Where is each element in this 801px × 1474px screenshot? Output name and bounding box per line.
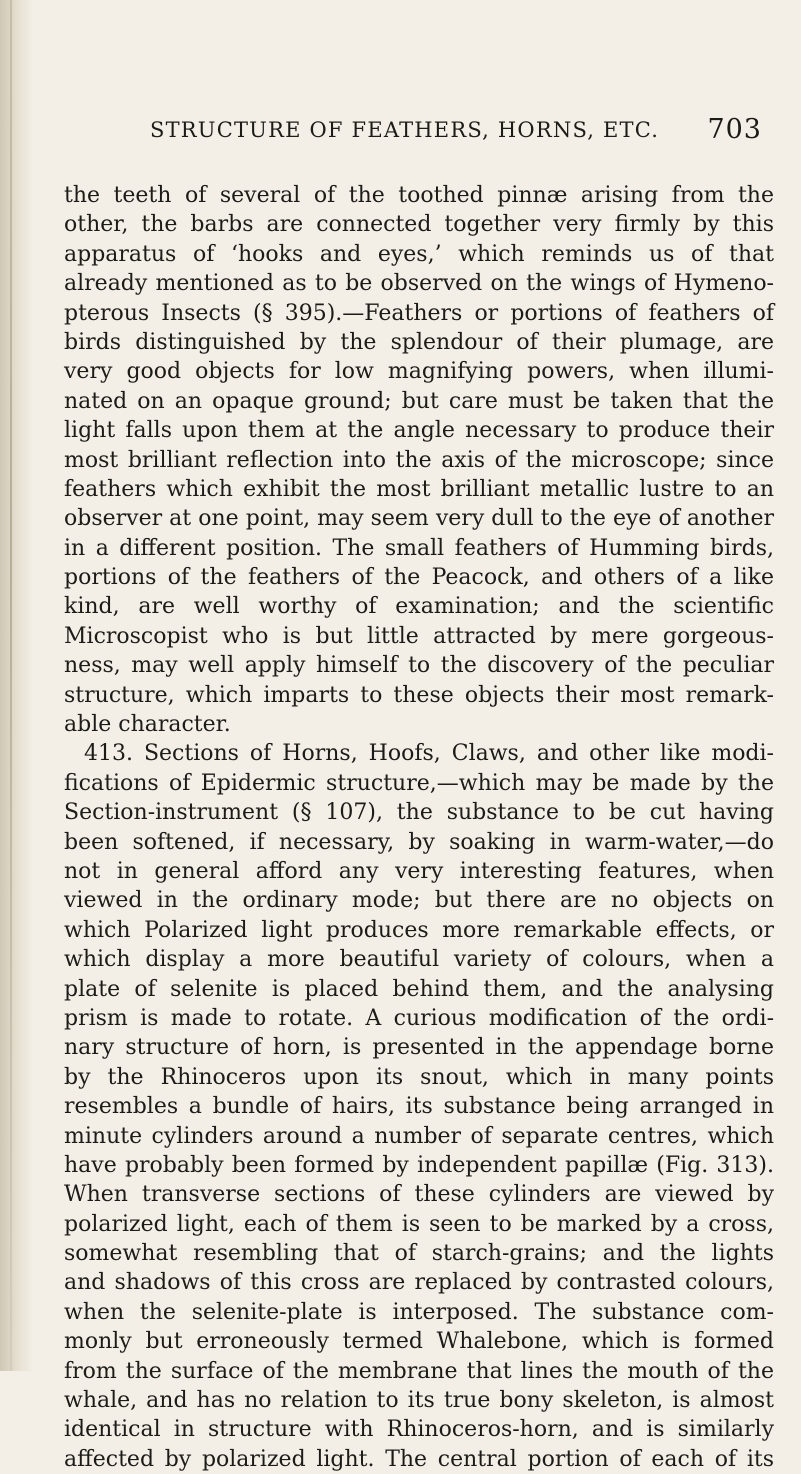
- text-line: able character.: [64, 712, 231, 738]
- text-line: identical in structure with Rhinoceros-horn, and is similarly: [64, 1417, 774, 1443]
- text-line: nary structure of horn, is presented in the appendage borne: [64, 1035, 774, 1061]
- text-line: structure, which imparts to these objects their most remark-: [64, 682, 774, 708]
- text-line: pterous Insects (§ 395).—Feathers or portions of feathers of: [64, 300, 774, 326]
- text-line: minute cylinders around a number of separate centres, which: [64, 1123, 774, 1149]
- text-line: have probably been formed by independent papillæ (Fig. 313).: [64, 1152, 774, 1178]
- text-line: viewed in the ordinary mode; but there are no objects on: [64, 888, 774, 914]
- text-line: apparatus of ‘hooks and eyes,’ which reminds us of that: [64, 241, 774, 267]
- text-line: monly but erroneously termed Whalebone, which is formed: [64, 1329, 774, 1355]
- text-line: in a different position. The small feathers of Humming birds,: [64, 535, 774, 561]
- text-line: Section-instrument (§ 107), the substance to be cut having: [64, 800, 774, 826]
- page-number: 703: [707, 114, 762, 145]
- text-line: kind, are well worthy of examination; and the scientific: [64, 594, 774, 620]
- text-line: most brilliant reflection into the axis of the microscope; since: [64, 447, 774, 473]
- page-header: [150, 114, 762, 158]
- text-line: ness, may well apply himself to the discovery of the peculiar: [64, 653, 774, 679]
- text-line: birds distinguished by the splendour of their plumage, are: [64, 329, 774, 355]
- text-line: which display a more beautiful variety of colours, when a: [64, 947, 774, 973]
- text-line: by the Rhinoceros upon its snout, which in many points: [64, 1064, 774, 1090]
- text-line: already mentioned as to be observed on the wings of Hymeno-: [64, 271, 774, 297]
- text-line: polarized light, each of them is seen to be marked by a cross,: [64, 1211, 774, 1237]
- text-line: the teeth of several of the toothed pinnæ arising from the: [64, 183, 774, 208]
- text-line: been softened, if necessary, by soaking in warm-water,—do: [64, 829, 774, 855]
- paragraph-start-line: 413. Sections of Horns, Hoofs, Claws, and other like modi-: [84, 741, 774, 767]
- text-line: When transverse sections of these cylinders are viewed by: [64, 1182, 774, 1208]
- text-line: portions of the feathers of the Peacock, and others of a like: [64, 565, 774, 591]
- text-line: very good objects for low magnifying powers, when illumi-: [64, 359, 774, 385]
- text-line: whale, and has no relation to its true bony skeleton, is almost: [64, 1388, 774, 1414]
- text-line: from the surface of the membrane that lines the mouth of the: [64, 1358, 774, 1384]
- text-line: light falls upon them at the angle necessary to produce their: [64, 418, 774, 444]
- text-line: plate of selenite is placed behind them, and the analysing: [64, 976, 774, 1002]
- text-line: and shadows of this cross are replaced by contrasted colours,: [64, 1270, 774, 1296]
- text-line: resembles a bundle of hairs, its substance being arranged in: [64, 1094, 774, 1120]
- text-line: when the selenite-plate is interposed. The substance com-: [64, 1299, 774, 1325]
- binding-shadow: [10, 0, 12, 1371]
- text-line: somewhat resembling that of starch-grains; and the lights: [64, 1241, 774, 1267]
- text-line: fications of Epidermic structure,—which may be made by the: [64, 770, 774, 796]
- text-line: feathers which exhibit the most brilliant metallic lustre to an: [64, 476, 774, 502]
- text-line: Microscopist who is but little attracted by mere gorgeous-: [64, 623, 774, 649]
- body-text: [64, 181, 774, 1474]
- text-line: prism is made to rotate. A curious modification of the ordi-: [64, 1005, 774, 1031]
- running-title: STRUCTURE OF FEATHERS, HORNS, ETC.: [150, 118, 660, 142]
- binding-gutter: [0, 0, 34, 1371]
- text-line: affected by polarized light. The central portion of each of its: [64, 1446, 774, 1472]
- text-line: which Polarized light produces more remarkable effects, or: [64, 917, 774, 943]
- text-line: nated on an opaque ground; but care must be taken that the: [64, 388, 774, 414]
- text-line: observer at one point, may seem very dull to the eye of another: [64, 506, 774, 532]
- text-line: other, the barbs are connected together very firmly by this: [64, 212, 774, 238]
- text-line: not in general afford any very interesting features, when: [64, 858, 774, 884]
